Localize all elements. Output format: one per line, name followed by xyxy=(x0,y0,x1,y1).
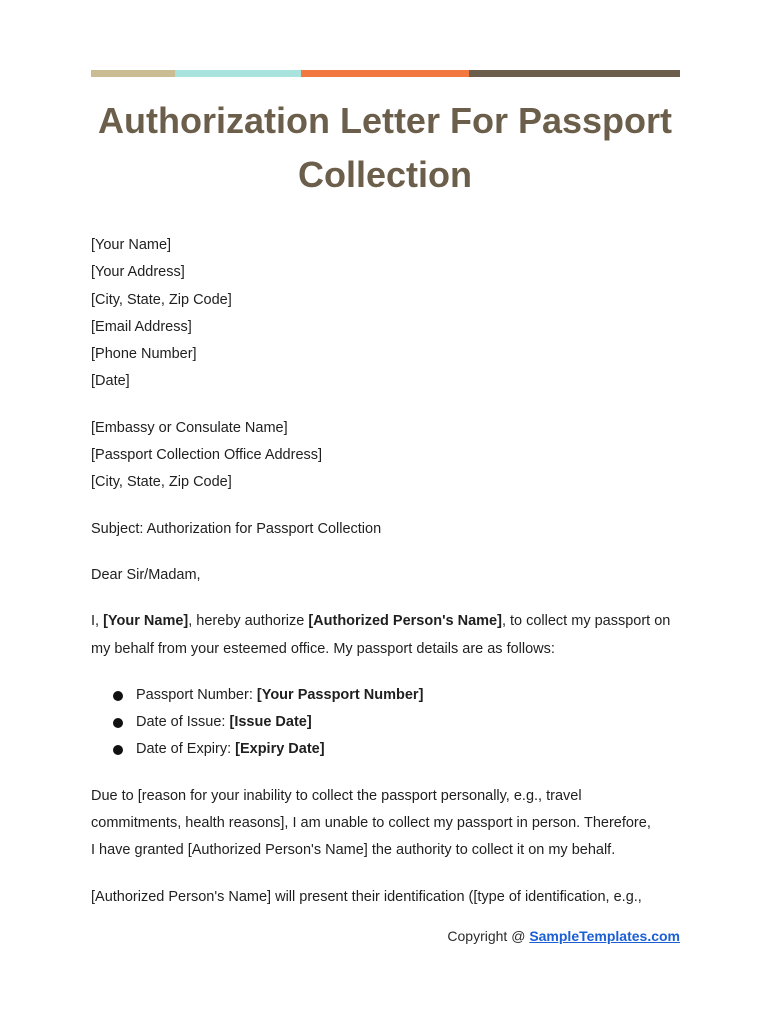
detail-value: [Issue Date] xyxy=(229,714,312,731)
list-item xyxy=(91,736,691,763)
title-line-2: Collection xyxy=(297,154,472,195)
recipient-name: [Embassy or Consulate Name] xyxy=(91,419,288,436)
document-title xyxy=(60,94,710,202)
color-bar-segment-orange xyxy=(301,70,469,77)
sender-email: [Email Address] xyxy=(91,318,192,335)
intro-line-2: my behalf from your esteemed office. My passport details are as follows: xyxy=(91,640,555,657)
sender-address: [Your Address] xyxy=(91,264,185,281)
bullet-icon xyxy=(113,691,123,701)
detail-label: Date of Expiry: xyxy=(136,741,236,758)
recipient-city-state-zip: [City, State, Zip Code] xyxy=(91,474,232,491)
sender-name: [Your Name] xyxy=(91,237,172,253)
color-bar-segment-tan xyxy=(91,70,175,77)
list-item xyxy=(91,709,691,736)
salutation xyxy=(91,562,691,589)
subject-text: Subject: Authorization for Passport Collection xyxy=(91,520,382,537)
identification-line-1: [Authorized Person's Name] will present their identification ([type of identification, e.g., xyxy=(91,888,642,905)
detail-value: [Your Passport Number] xyxy=(256,686,424,703)
sampletemplates-link[interactable]: SampleTemplates.com xyxy=(529,928,680,944)
identification-paragraph xyxy=(91,884,691,911)
sender-address-block xyxy=(91,232,691,396)
recipient-address: [Passport Collection Office Address] xyxy=(91,447,323,464)
passport-details-list xyxy=(91,682,691,764)
reason-line-2: commitments, health reasons], I am unable to collect my passport in person. Therefore, xyxy=(91,815,651,832)
bullet-icon xyxy=(113,745,123,755)
reason-line-1: Due to [reason for your inability to collect the passport personally, e.g., travel xyxy=(91,787,582,804)
intro-authorized-name: [Authorized Person's Name] xyxy=(308,613,502,630)
letter-date: [Date] xyxy=(91,373,130,390)
intro-text-2: , hereby authorize xyxy=(188,613,309,630)
color-bar-segment-aqua xyxy=(175,70,301,77)
salutation-text: Dear Sir/Madam, xyxy=(91,566,201,583)
intro-paragraph xyxy=(91,608,691,663)
color-bar-segment-brown xyxy=(469,70,680,77)
sender-phone: [Phone Number] xyxy=(91,346,197,363)
detail-label: Date of Issue: xyxy=(136,714,230,731)
subject-line xyxy=(91,516,691,543)
recipient-address-block xyxy=(91,415,691,497)
detail-value: [Expiry Date] xyxy=(235,741,325,758)
copyright-footer xyxy=(447,926,680,946)
intro-text-1: I, xyxy=(91,613,104,630)
detail-label: Passport Number: xyxy=(136,686,257,703)
letter-body xyxy=(91,232,691,911)
reason-paragraph xyxy=(91,783,691,865)
copyright-text: Copyright @ xyxy=(447,928,530,944)
sender-city-state-zip: [City, State, Zip Code] xyxy=(91,291,232,308)
decorative-color-bar xyxy=(91,70,680,77)
list-item xyxy=(91,682,691,709)
intro-your-name: [Your Name] xyxy=(103,613,189,630)
intro-line-1 xyxy=(91,608,691,635)
intro-text-3: , to collect my passport on xyxy=(501,613,671,630)
reason-line-3: I have granted [Authorized Person's Name] the authority to collect it on my behalf. xyxy=(91,842,616,859)
title-line-1: Authorization Letter For Passport xyxy=(97,100,673,141)
bullet-icon xyxy=(113,718,123,728)
